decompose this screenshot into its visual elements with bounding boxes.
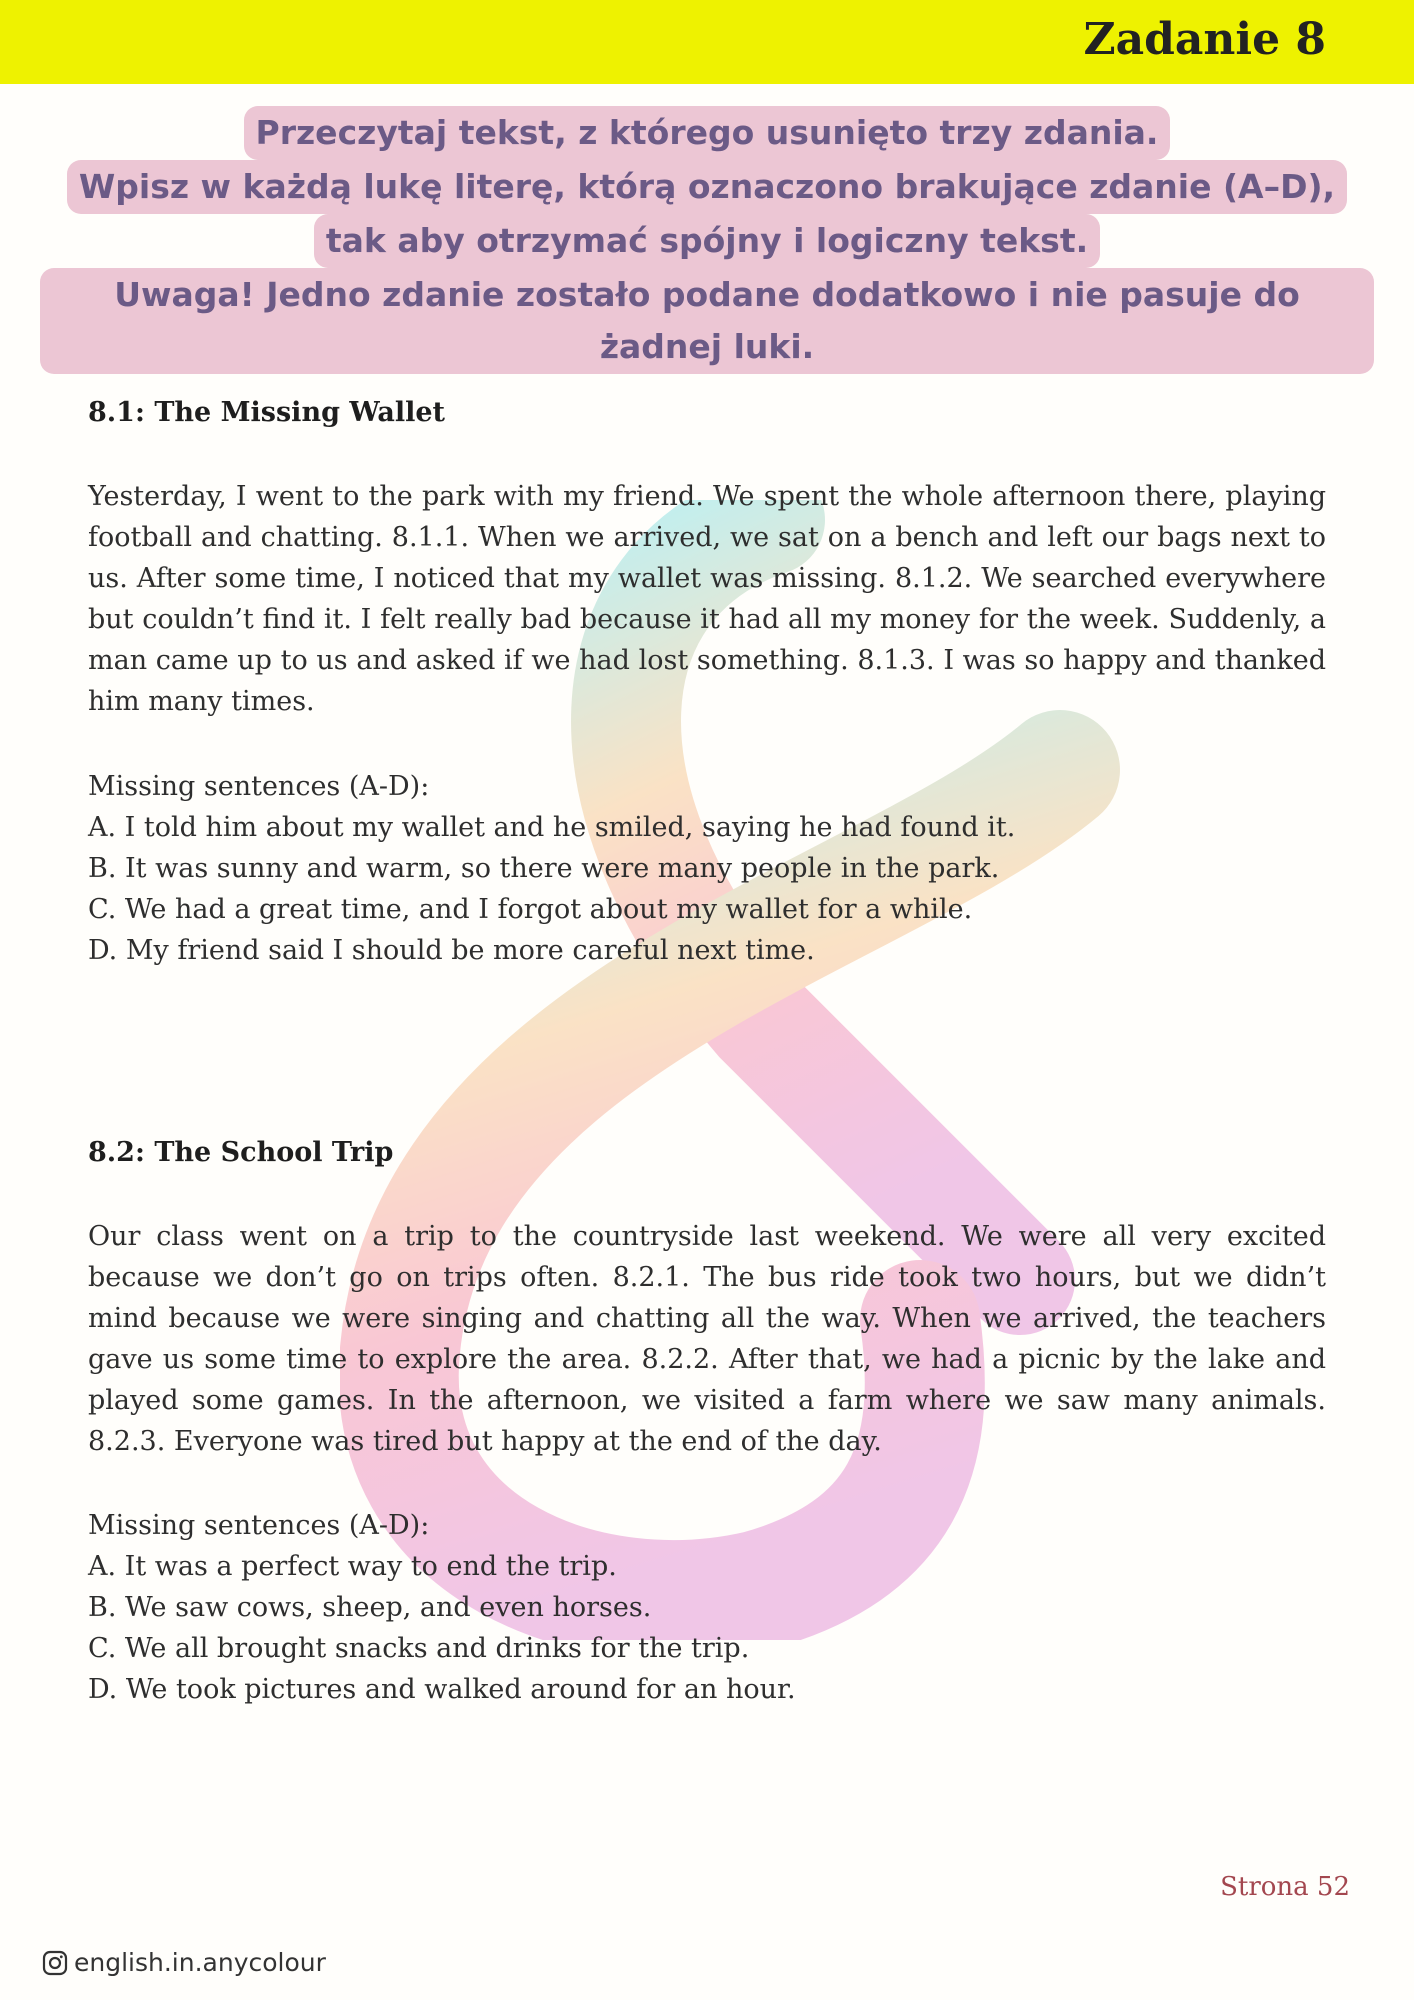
footer-social [42,1948,326,1977]
instruction-line: Przeczytaj tekst, z którego usunięto trzy zdania. [244,106,1171,160]
social-handle[interactable]: english.in.anycolour [74,1948,326,1977]
option-item: D. We took pictures and walked around for an hour. [88,1674,796,1705]
options-heading: Missing sentences (A-D): [88,1510,430,1541]
option-item: A. It was a perfect way to end the trip. [88,1551,617,1582]
option-item: C. We all brought snacks and drinks for the trip. [88,1633,750,1664]
instructions-box [40,106,1374,374]
instagram-icon [42,1950,68,1976]
instruction-line: Wpisz w każdą lukę literę, którą oznaczono brakujące zdanie (A–D), [67,160,1347,214]
missing-sentences-list [88,766,1326,971]
options-heading: Missing sentences (A-D): [88,771,430,802]
section-title-missing-wallet: 8.1: The Missing Wallet [88,397,445,428]
page-title: Zadanie 8 [1083,14,1326,65]
option-item: C. We had a great time, and I forgot about my wallet for a while. [88,894,973,925]
option-item: D. My friend said I should be more careful next time. [88,935,815,966]
missing-sentences-list [88,1505,1326,1710]
page-number: Strona 52 [1220,1872,1350,1902]
instruction-line: tak aby otrzymać spójny i logiczny tekst. [314,214,1100,268]
story-text-missing-wallet: Yesterday, I went to the park with my friend. We spent the whole afternoon there, playing football and chatting. 8.1.1. When we arrived, we sat on a bench and left our bags next to us. After some time, I noticed that my wallet was missing. 8.1.2. We searched everywhere but couldn’t find it. I felt really bad because it had all my money for the week. Suddenly, a man came up to us and asked if we had lost something. 8.1.3. I was so happy and thanked him many times. [88,481,1326,717]
section-title-school-trip: 8.2: The School Trip [88,1137,394,1168]
option-item: B. It was sunny and warm, so there were many people in the park. [88,853,1000,884]
instruction-line: Uwaga! Jedno zdanie zostało podane dodatkowo i nie pasuje do żadnej luki. [40,268,1374,374]
story-text-school-trip: Our class went on a trip to the countryside last weekend. We were all very excited because we don’t go on trips often. 8.2.1. The bus ride took two hours, but we didn’t mind because we were singing and chatting all the way. When we arrived, the teachers gave us some time to explore the area. 8.2.2. After that, we had a picnic by the lake and played some games. In the afternoon, we visited a farm where we saw many animals. 8.2.3. Everyone was tired but happy at the end of the day. [88,1221,1326,1457]
header-bar [0,0,1414,84]
option-item: A. I told him about my wallet and he smiled, saying he had found it. [88,812,1016,843]
option-item: B. We saw cows, sheep, and even horses. [88,1592,652,1623]
